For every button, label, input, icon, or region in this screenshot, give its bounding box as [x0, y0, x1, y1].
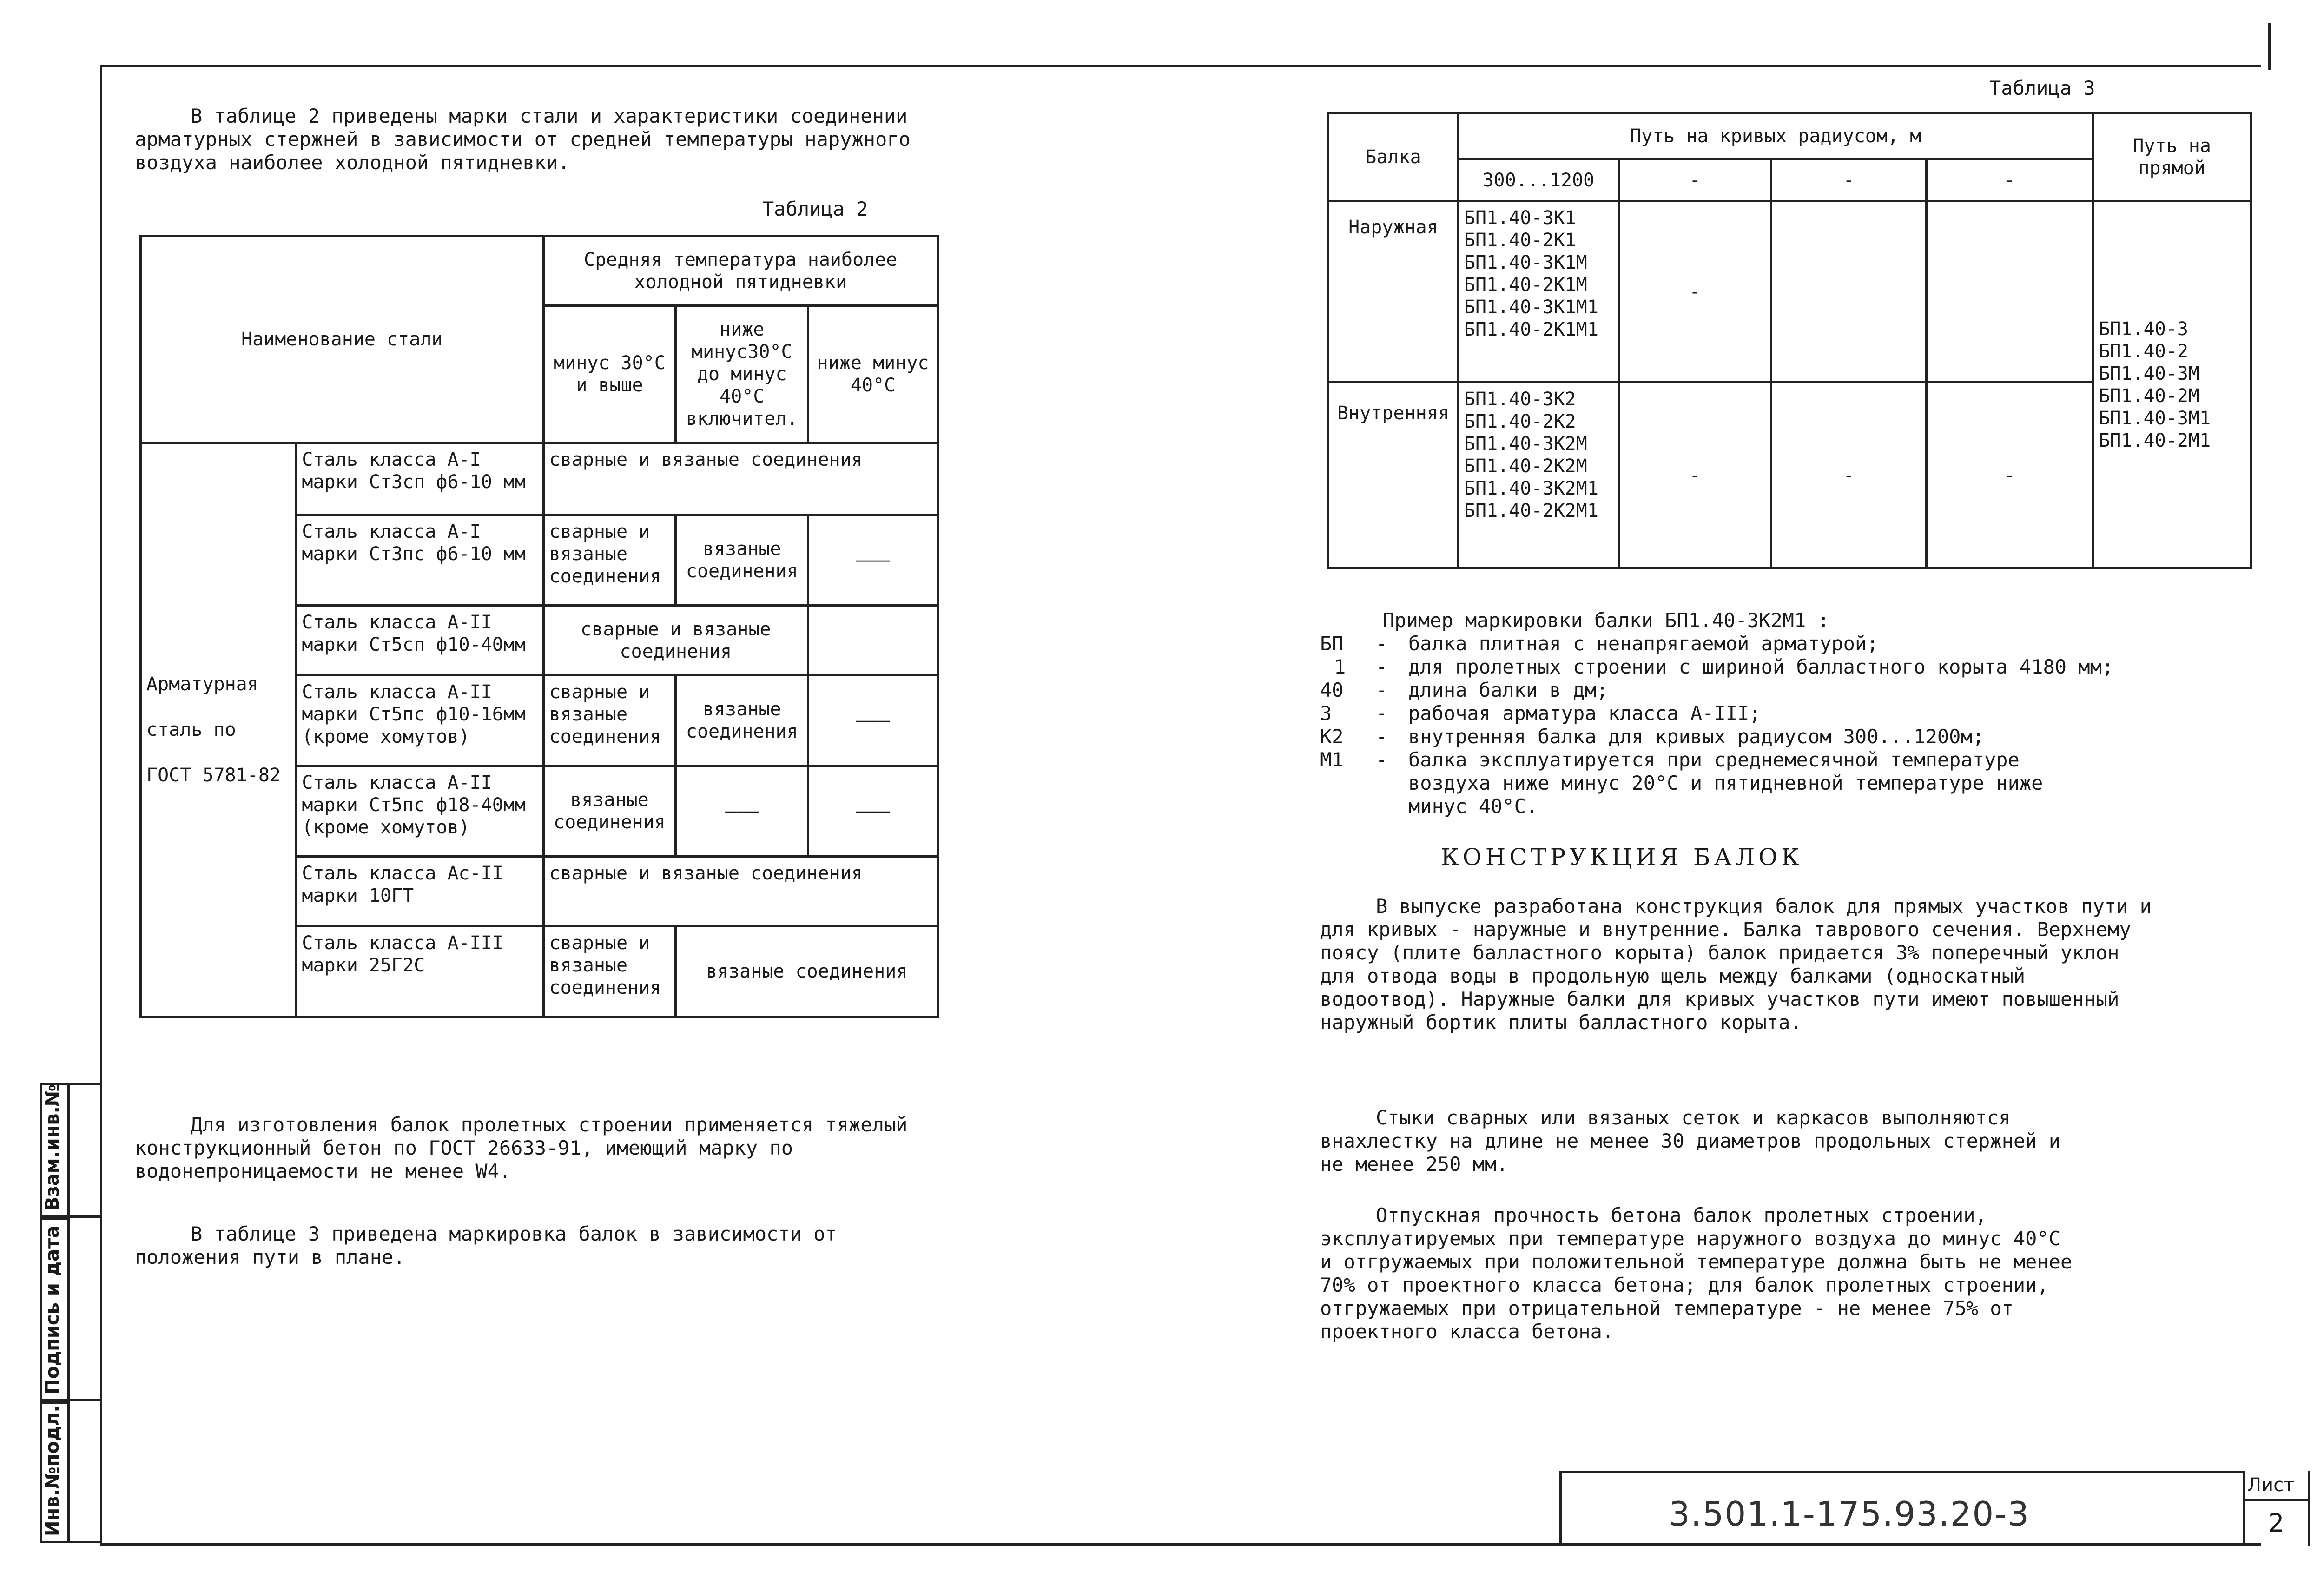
mark-item: БП1.40-3М: [2099, 363, 2200, 384]
example-desc: балка эксплуатируется при среднемесячной температуре воздуха ниже минус 20°С и пятидневной температуре ниже минус 40°С.: [1408, 748, 2043, 818]
mark-item: БП1.40-3К1: [1464, 207, 1576, 229]
table3-cell-dash: -: [1926, 383, 2093, 568]
table2-row-name: Сталь класса А-II марки Ст5пс ф18-40мм (кроме хомутов): [296, 766, 543, 857]
table3-cell-dash: -: [1771, 383, 1927, 568]
example-desc: длина балки в дм;: [1408, 679, 1608, 701]
table2-cell: ———: [808, 766, 938, 857]
stamp-inv-label: Инв.№подл.: [42, 1405, 63, 1536]
table2-row-merged: сварные и вязаные соединения: [543, 443, 938, 515]
table3-intro-paragraph: В таблице 3 приведена маркировка балок в зависимости от положения пути в плане.: [135, 1222, 837, 1268]
example-desc: балка плитная с ненапрягаемой арматурой;: [1408, 632, 1879, 655]
example-item: БП - балка плитная с ненапрягаемой арматурой;: [1320, 632, 1879, 655]
sheet-number: 2: [2268, 1508, 2284, 1538]
example-item: 1 - для пролетных строении с шириной балластного корыта 4180 мм;: [1320, 655, 2250, 679]
table2-sub-col2: ниже минус30°С до минус 40°С включител.: [676, 306, 808, 443]
table2-caption: Таблица 2: [762, 198, 868, 220]
title-block-right-line: [2308, 1471, 2310, 1546]
example-desc: внутренняя балка для кривых радиусом 300...1200м;: [1408, 725, 1985, 748]
concrete-paragraph: Для изготовления балок пролетных строении применяется тяжелый конструкционный бетон по ГОСТ 26633-91, имеющий марку по водонепроницаемости не менее W4.: [135, 1113, 908, 1182]
table2-cell: ———: [808, 675, 938, 766]
mark-item: БП1.40-2К1М: [1464, 274, 1587, 296]
table3-straight-marks: [2093, 201, 2251, 568]
mark-item: БП1.40-2К1М1: [1464, 319, 1598, 340]
example-item: К2 - внутренняя балка для кривых радиусом 300...1200м;: [1320, 725, 1985, 748]
stamp-extra-col: [65, 1083, 102, 1543]
table2-row-name: Сталь класса А-II марки Ст5сп ф10-40мм: [296, 606, 543, 675]
title-block-top-line: [1559, 1471, 2245, 1473]
example-key: 3: [1320, 702, 1332, 725]
table2-cell: сварные и вязаные соединения: [543, 926, 676, 1017]
example-key: К2: [1320, 725, 1344, 748]
title-block-sheet-divider: [2243, 1499, 2308, 1501]
table2-row-name: Сталь класса А-II марки Ст5пс ф10-16мм (кроме хомутов): [296, 675, 543, 766]
example-key: 1: [1334, 655, 1346, 678]
table2-cell: вязаные соединения: [543, 766, 676, 857]
table2-row-merged: сварные и вязаные соединения: [543, 857, 938, 926]
group-label-line: Арматурная: [146, 674, 258, 695]
table3-cell-dash: -: [1618, 383, 1771, 568]
table3: [1327, 112, 2252, 569]
table3-outer-label: Наружная: [1328, 201, 1459, 383]
stamp-divider: [65, 1399, 100, 1401]
example-item: М1 - балка эксплуатируется при среднемесячной температуре воздуха ниже минус 20°С и пятидневной температуре ниже минус 40°С.: [1320, 748, 2250, 818]
table2-sub-col1: минус 30°С и выше: [543, 306, 676, 443]
mark-item: БП1.40-2К2М1: [1464, 500, 1598, 522]
mark-item: БП1.40-2К2: [1464, 411, 1576, 432]
mark-item: БП1.40-2М1: [2099, 429, 2211, 451]
mark-item: БП1.40-3К1М: [1464, 252, 1587, 273]
mark-item: БП1.40-2К2М: [1464, 456, 1587, 477]
joints-paragraph: Стыки сварных или вязаных сеток и каркасов выполняются внахлестку на длине не менее 30 диаметров продольных стержней и не менее 250 мм.: [1320, 1106, 2061, 1176]
table2-cell: вязаные соединения: [676, 926, 938, 1017]
table2-cell: ———: [676, 766, 808, 857]
table3-radius-dash: -: [1771, 159, 1927, 201]
strength-paragraph: Отпускная прочность бетона балок пролетных строении, эксплуатируемых при температуре наружного воздуха до минус 40°С и отгружаемых при положительной температуре должна быть не менее 70% от проектного класса бетона; для балок пролетных строении, отгружаемых при отрицательной температуре - не менее 75% от проектного класса бетона.: [1320, 1204, 2073, 1343]
table3-cell-dash: -: [1618, 201, 1771, 383]
table3-cell-empty: [1926, 201, 2093, 383]
table2-cell: ———: [808, 515, 938, 606]
mark-item: БП1.40-2: [2099, 340, 2188, 362]
mark-item: БП1.40-2К1: [1464, 230, 1576, 251]
table3-radius-1: 300...1200: [1458, 159, 1618, 201]
table3-radius-dash: -: [1618, 159, 1771, 201]
document-code: 3.501.1-175.93.20-3: [1669, 1494, 2030, 1533]
table2-row-name: Сталь класса А-III марки 25Г2С: [296, 926, 543, 1017]
mark-item: БП1.40-3К2М: [1464, 433, 1587, 455]
sheet-label: Лист: [2247, 1474, 2295, 1496]
table3-outer-marks: [1458, 201, 1618, 383]
table3-header-straight: Путь на прямой: [2093, 113, 2251, 201]
example-item: 3 - рабочая арматура класса А-III;: [1320, 702, 1761, 725]
table2-cell: вязаные соединения: [676, 515, 808, 606]
table2-header-temp: Средняя температура наиболее холодной пятидневки: [543, 236, 938, 306]
group-label-line: сталь по: [146, 719, 236, 740]
mark-item: БП1.40-2М: [2099, 385, 2200, 407]
example-title: Пример маркировки балки БП1.40-3К2М1 :: [1383, 609, 1829, 632]
table3-inner-label: Внутренняя: [1328, 383, 1459, 568]
table2-group-label: [141, 443, 296, 1017]
mark-item: БП1.40-3К2М1: [1464, 478, 1598, 499]
table2-sub-col3: ниже минус 40°С: [808, 306, 938, 443]
group-label-line: ГОСТ 5781-82: [146, 765, 281, 786]
stamp-divider: [65, 1215, 100, 1218]
example-key: 40: [1320, 679, 1344, 701]
table2-cell: сварные и вязаные соединения: [543, 675, 676, 766]
table3-caption: Таблица 3: [1989, 77, 2095, 99]
mark-item: БП1.40-3К2: [1464, 389, 1576, 410]
example-key: М1: [1320, 748, 1344, 771]
stamp-replace-label: Взам.инв.№: [42, 1084, 63, 1211]
table2-cell: [808, 606, 938, 675]
example-desc: для пролетных строении с шириной балластного корыта 4180 мм;: [1408, 655, 2114, 678]
bottom-frame-line: [100, 1543, 2261, 1546]
table2-header-name: Наименование стали: [141, 236, 544, 443]
title-block-sheet-left: [2243, 1471, 2245, 1546]
table2-row-name: Сталь класса А-I марки Ст3пс ф6-10 мм: [296, 515, 543, 606]
example-desc: рабочая арматура класса А-III;: [1408, 702, 1761, 725]
table3-radius-dash: -: [1926, 159, 2093, 201]
title-block-left-line: [1559, 1471, 1562, 1546]
table3-cell-empty: [1771, 201, 1927, 383]
table3-inner-marks: [1458, 383, 1618, 568]
intro-table2-paragraph: В таблице 2 приведены марки стали и характеристики соединении арматурных стержней в зависимости от средней температуры наружного воздуха наиболее холодной пятидневки.: [135, 105, 911, 174]
corner-mark: [2268, 23, 2271, 70]
mark-item: БП1.40-3: [2099, 318, 2188, 340]
top-frame-line: [100, 65, 2261, 67]
table2-row-merged: сварные и вязаные соединения: [543, 606, 808, 675]
table2-row-name: Сталь класса А-I марки Ст3сп ф6-10 мм: [296, 443, 543, 515]
table2-cell: сварные и вязаные соединения: [543, 515, 676, 606]
construction-paragraph: В выпуске разработана конструкция балок для прямых участков пути и для кривых - наружные и внутренние. Балка таврового сечения. Верхнему поясу (плите балластного корыта) балок придается 3% поперечный уклон для отвода воды в продольную щель между балками (односкатный водоотвод). Наружные балки для кривых участков пути имеют повышенный наружный бортик плиты балластного корыта.: [1320, 895, 2152, 1034]
mark-item: БП1.40-3К1М1: [1464, 297, 1598, 318]
section-heading: КОНСТРУКЦИЯ БАЛОК: [1441, 844, 1803, 871]
table3-header-beam: Балка: [1328, 113, 1459, 201]
stamp-sign-label: Подпись и дата: [42, 1225, 63, 1394]
example-item: 40 - длина балки в дм;: [1320, 679, 1608, 701]
marking-example: [1320, 609, 2250, 818]
table2-row-name: Сталь класса Ас-II марки 10ГТ: [296, 857, 543, 926]
table2: [139, 235, 939, 1018]
table3-header-curve: Путь на кривых радиусом, м: [1458, 113, 2093, 159]
table2-cell: вязаные соединения: [676, 675, 808, 766]
example-key: БП: [1320, 632, 1344, 655]
mark-item: БП1.40-3М1: [2099, 407, 2211, 429]
